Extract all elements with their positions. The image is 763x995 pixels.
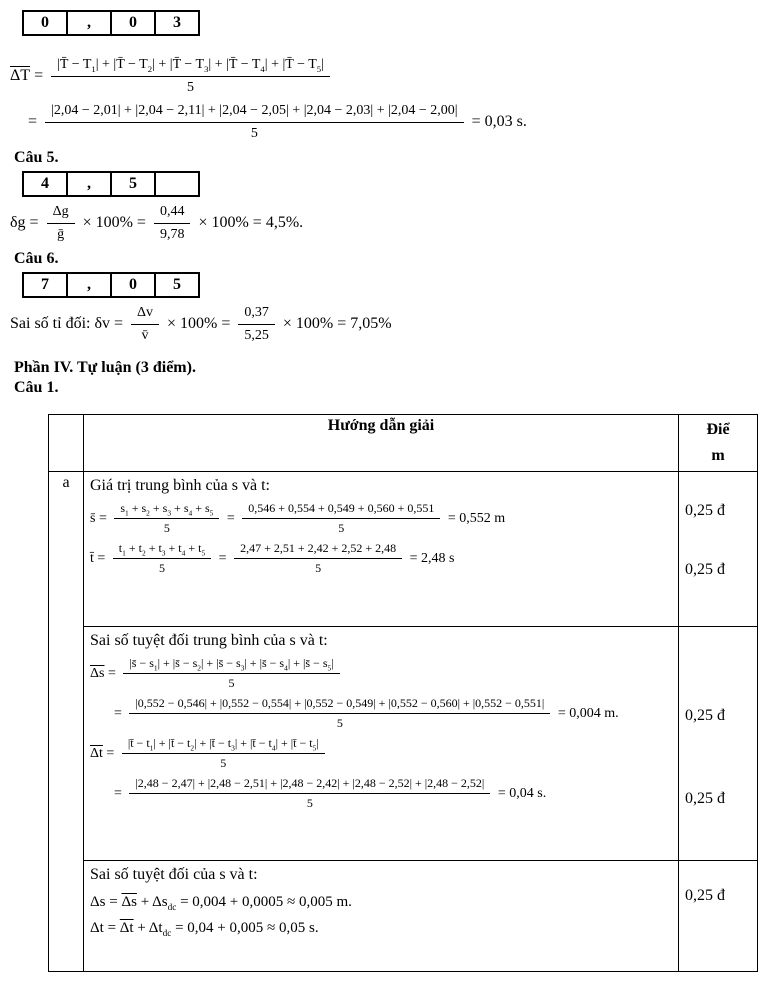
solution-table-header-row <box>49 415 758 472</box>
table-header-points <box>679 415 758 472</box>
solution-table <box>48 414 758 972</box>
formula-delta-s-total: Δs = $\overline{\Delta s}$ + $\Delta s_{dc} = 0,004 + 0,0005 \approx 0,005$ m. <box>90 894 352 913</box>
points-value: 0,25 đ <box>685 561 725 578</box>
answer-grid-row <box>23 11 199 35</box>
answer-cell: , <box>67 172 111 196</box>
solution-row-mean-errors <box>49 627 758 861</box>
points-cell <box>679 627 758 861</box>
formula-delta-t-definition: $\overline{\Delta t}$ = $\frac{|t̄ - t_1| + |t̄ - t_2| + |t̄ - t_3| + |t̄ - t_4| + |t̄ - t_5|}{5}$ <box>90 736 672 771</box>
answer-cell: 5 <box>155 273 199 297</box>
heading-cau6: Câu 6. <box>14 250 59 267</box>
solution-row-averages-content <box>84 472 679 627</box>
formula-delta-g: δg = $\frac{\Delta g}{\text{ḡ}}$ × 100% = $\frac{0,44}{9,78}$ × 100% = 4,5%. <box>10 204 304 242</box>
answer-cell: , <box>67 11 111 35</box>
answer-cell: 5 <box>111 172 155 196</box>
row-title: Sai số tuyệt đối của s và t: <box>90 866 258 883</box>
answer-cell: 7 <box>23 273 67 297</box>
answer-grid-row <box>23 273 199 297</box>
answer-cell: 0 <box>111 11 155 35</box>
formula-deltaT-definition: $\overline{\Delta T}$ = $\frac{|T̄ - T_1| + |T̄ - T_2| + |T̄ - T_3| + |T̄ - T_4| + |T̄ - T_5|}{5}$ <box>10 56 763 96</box>
solution-row-absolute-errors-content <box>84 861 679 972</box>
answer-grid-q6 <box>22 272 200 298</box>
formula-delta-s-definition: $\overline{\Delta s}$ = $\frac{|s̄ - s_1| + |s̄ - s_2| + |s̄ - s_3| + |s̄ - s_4| + |s̄ - s_5|}{5}$ <box>90 656 672 691</box>
formula-t-average: t̄ = $\frac{t_1 + t_2 + t_3 + t_4 + t_5}{5}$ = $\frac{2,47 + 2,51 + 2,42 + 2,52 + 2,48}{5}$ = 2,48 s <box>90 541 455 575</box>
answer-cell: 4 <box>23 172 67 196</box>
answer-grid-q4 <box>22 10 200 36</box>
solution-row-mean-errors-content <box>84 627 679 861</box>
heading-part4: Phần IV. Tự luận (3 điểm). <box>14 359 196 376</box>
header-label-cell <box>49 415 84 472</box>
answer-cell: 3 <box>155 11 199 35</box>
answer-cell: 0 <box>23 11 67 35</box>
table-header-guide: Hướng dẫn giải <box>84 415 679 472</box>
points-cell <box>679 472 758 627</box>
formula-delta-s-values: = |0,552 − 0,546| + |0,552 − 0,554| + |0,552 − 0,549| + |0,552 − 0,560| + |0,552 − 0,551| 5 = 0,004 m. <box>114 696 619 730</box>
heading-cau5: Câu 5. <box>14 149 59 166</box>
formula-delta-t-total: Δt = $\overline{\Delta t}$ + $\Delta t_{dc} = 0,04 + 0,005 \approx 0,05$ s. <box>90 920 319 939</box>
answer-grid-row <box>23 172 199 196</box>
answer-grid-q5 <box>22 171 200 197</box>
formula-delta-t-values: = |2,48 − 2,47| + |2,48 − 2,51| + |2,48 − 2,42| + |2,48 − 2,52| + |2,48 − 2,52| 5 = 0,04 s. <box>114 776 547 810</box>
points-cell <box>679 861 758 972</box>
row-label-a: a <box>49 472 84 972</box>
points-value: 0,25 đ <box>685 707 725 724</box>
answer-cell <box>155 172 199 196</box>
row-title: Sai số tuyệt đối trung bình của s và t: <box>90 632 328 649</box>
points-value: 0,25 đ <box>685 790 725 807</box>
solution-row-averages <box>49 472 758 627</box>
solution-row-absolute-errors <box>49 861 758 972</box>
document-page <box>10 10 763 972</box>
row-title: Giá trị trung bình của s và t: <box>90 477 270 494</box>
points-value: 0,25 đ <box>685 887 725 904</box>
formula-s-average: s̄ = $\frac{s_1 + s_2 + s_3 + s_4 + s_5}{5}$ = $\frac{0,546 + 0,554 + 0,549 + 0,560 + 0,551}{5}$ = 0,552 m <box>90 501 506 535</box>
formula-deltaT-values: = |2,04 − 2,01| + |2,04 − 2,11| + |2,04 − 2,05| + |2,04 − 2,03| + |2,04 − 2,00| 5 = 0,03 s. <box>28 103 527 141</box>
formula-delta-v: Sai số tỉ đối: δv = $\frac{\Delta v}{v̄}$ × 100% = $\frac{0,37}{5,25}$ × 100% = 7,05% <box>10 305 392 343</box>
points-header-text: Điểm <box>706 421 730 464</box>
answer-cell: 0 <box>111 273 155 297</box>
points-value: 0,25 đ <box>685 502 725 519</box>
answer-cell: , <box>67 273 111 297</box>
heading-cau1: Câu 1. <box>14 379 59 396</box>
